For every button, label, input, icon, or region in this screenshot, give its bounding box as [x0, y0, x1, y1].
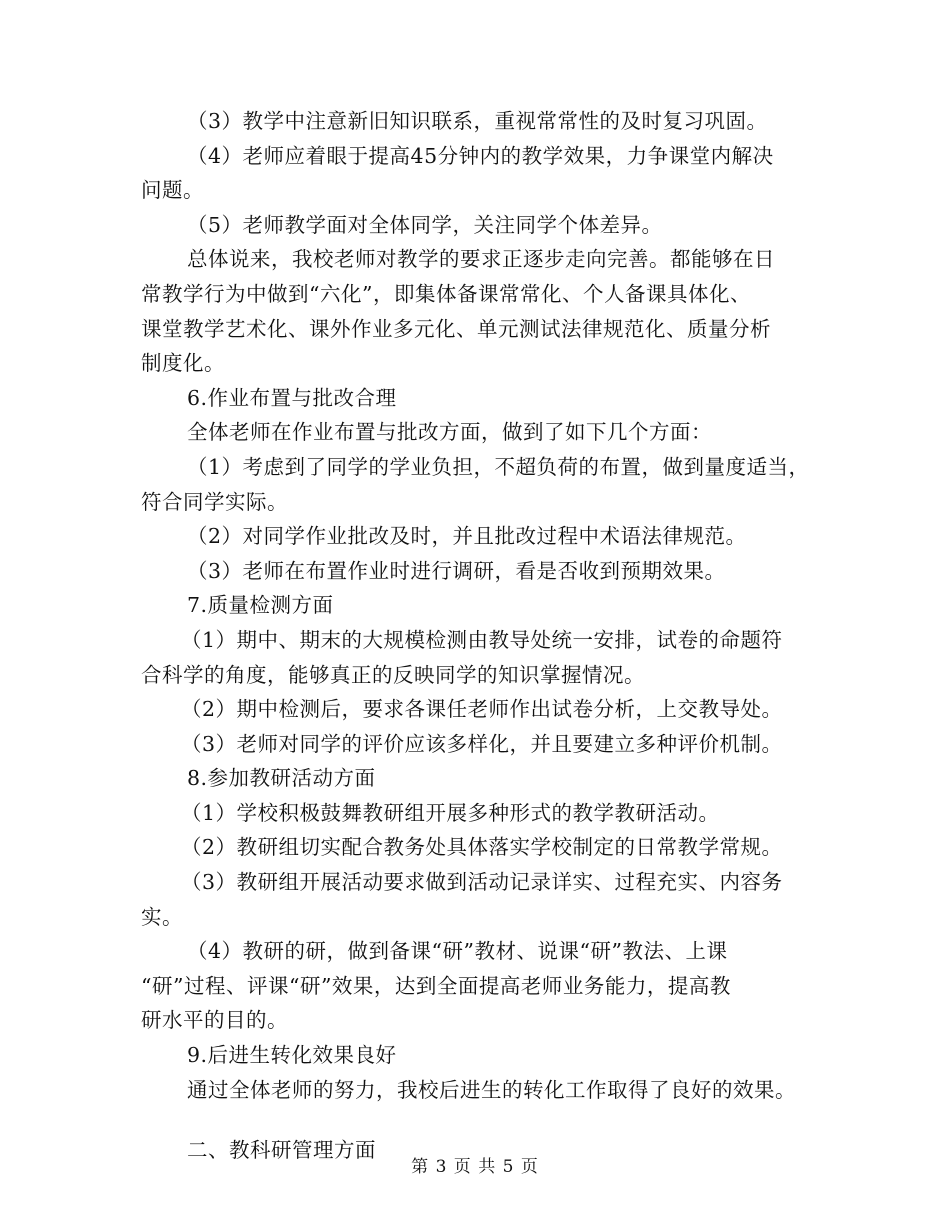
paragraph-line: 通过全体老师的努力，我校后进生的转化工作取得了良好的效果。: [187, 1077, 796, 1102]
document-body: [141, 104, 831, 1168]
paragraph-line: （3）教学中注意新旧知识联系，重视常常性的及时复习巩固。: [187, 109, 768, 133]
paragraph-line: （3）老师对同学的评价应该多样化，并且要建立多种评价机制。: [181, 731, 783, 756]
paragraph-line: （2）对同学作业批改及时，并且批改过程中术语法律规范。: [187, 524, 747, 549]
paragraph-line: 问题。: [141, 178, 204, 203]
section-heading: 8.参加教研活动方面: [187, 766, 376, 791]
paragraph-line: “研”过程、评课“研”效果，达到全面提高老师业务能力，提高教: [141, 973, 731, 998]
paragraph-line: 制度化。: [141, 351, 225, 376]
paragraph-line: （1）考虑到了同学的学业负担，不超负荷的布置，做到量度适当，: [187, 454, 810, 479]
paragraph-line: （5）老师教学面对全体同学，关注同学个体差异。: [187, 212, 663, 237]
page-number-footer: 第 3 页 共 5 页: [411, 1157, 539, 1177]
paragraph-line: 全体老师在作业布置与批改方面，做到了如下几个方面：: [187, 420, 712, 445]
paragraph-line: 合科学的角度，能够真正的反映同学的知识掌握情况。: [141, 662, 645, 687]
paragraph-line: 研水平的目的。: [141, 1008, 288, 1033]
section-heading: 9.后进生转化效果良好: [187, 1043, 397, 1068]
section-heading: 6.作业布置与批改合理: [187, 385, 397, 410]
paragraph-line: （1）期中、期末的大规模检测由教导处统一安排，试卷的命题符: [181, 627, 783, 652]
paragraph-line: 符合同学实际。: [141, 489, 288, 514]
paragraph-line: 课堂教学艺术化、课外作业多元化、单元测试法律规范化、质量分析: [141, 316, 771, 341]
paragraph-spacer: [141, 1107, 831, 1133]
paragraph-line: （2）期中检测后，要求各课任老师作出试卷分析，上交教导处。: [181, 697, 783, 722]
paragraph-line: 常教学行为中做到“六化”，即集体备课常常化、个人备课具体化、: [141, 281, 751, 306]
paragraph-line: （3）教研组开展活动要求做到活动记录详实、过程充实、内容务: [181, 870, 783, 895]
paragraph-line: （4）老师应着眼于提高45分钟内的教学效果，力争课堂内解决: [187, 143, 774, 168]
paragraph-line: （3）老师在布置作业时进行调研，看是否收到预期效果。: [187, 558, 726, 583]
paragraph-line: 总体说来，我校老师对教学的要求正逐步走向完善。都能够在日: [187, 247, 775, 272]
paragraph-line: （2）教研组切实配合教务处具体落实学校制定的日常教学常规。: [181, 835, 783, 860]
section-heading: 二、教科研管理方面: [187, 1138, 376, 1163]
section-heading: 7.质量检测方面: [187, 593, 334, 618]
paragraph-line: （1）学校积极鼓舞教研组开展多种形式的教学教研活动。: [181, 800, 720, 825]
paragraph-line: 实。: [141, 904, 183, 929]
paragraph-line: （4）教研的研，做到备课“研”教材、说课“研”教法、上课: [187, 939, 728, 964]
